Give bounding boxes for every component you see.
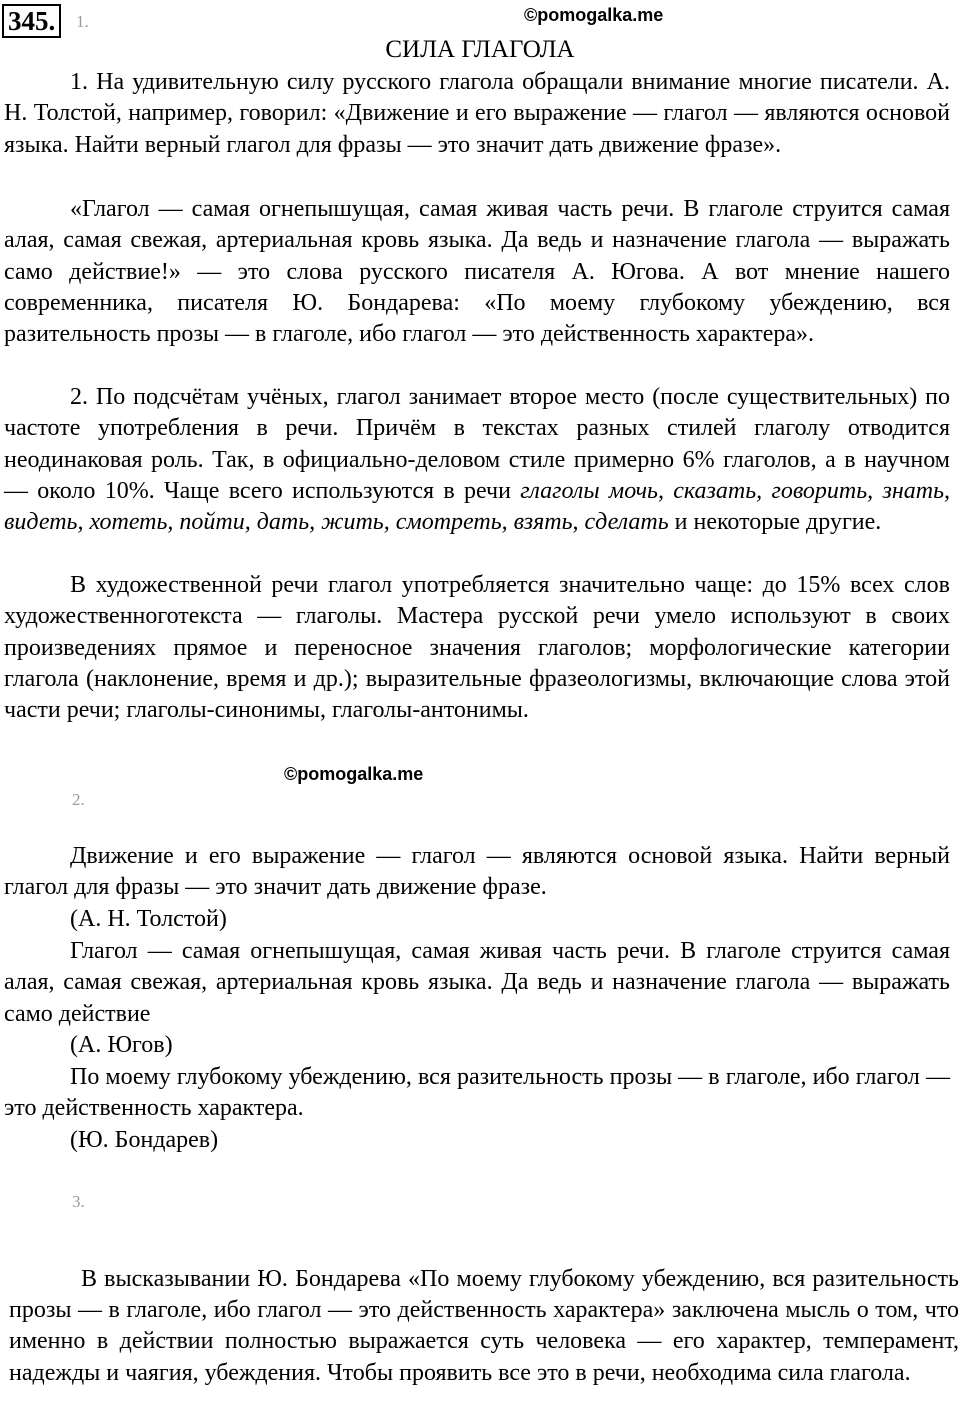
paragraph-3-end: и некоторые другие. (668, 509, 882, 536)
answer-paragraph: В высказывании Ю. Бондарева «По моему глубокому убеждению, вся разительность прозы — в глаголе, ибо глагол — это действенность характера» заключена мысль о том, что именно в действии полностью выражается суть человека — его характер, темперамент, надежды и чаягия, убеждения. Чтобы проявить все это в речи, необходима сила глагола. (9, 1266, 959, 1386)
section-label-3: 3. (72, 1192, 85, 1211)
quote-yugov: Глагол — самая огнепышущая, самая живая часть речи. В глаголе струится самая алая, самая свежая, артериальная кровь языка. Да ведь и назначение глагола — выражать само действие (4, 938, 950, 1027)
paragraph-3 (4, 382, 950, 538)
section-label-2: 2. (72, 790, 85, 809)
exercise-number: 345. (2, 4, 61, 38)
author-bondarev: (Ю. Бондарев) (70, 1127, 219, 1153)
quote-bondarev: По моему глубокому убеждению, вся разительность прозы — в глаголе, ибо глагол — это действенность характера. (4, 1064, 950, 1122)
verb-examples: глаголы мочь, сказать, говорить, знать, видеть, хотеть, пойти, дать, жить, смотреть, взять, сделать (4, 477, 951, 536)
paragraph-3-start: 2. По подсчётам учёных, глагол занимает второе место (после существительных) по частоте употребления в речи. Причём в текстах разных стилей глаголу отводится неодинаковая роль. Так, в официально-деловом стиле примерно 6% глаголов, а в научном — около 10%. Чаще всего используются в речи (4, 384, 950, 504)
text-title: СИЛА ГЛАГОЛА (385, 36, 575, 63)
author-yugov: (А. Югов) (70, 1032, 173, 1058)
watermark-middle: ©pomogalka.me (284, 764, 424, 784)
watermark-top: ©pomogalka.me (524, 5, 664, 25)
quote-tolstoy: Движение и его выражение — глагол — являются основой языка. Найти верный глагол для фразы — это значит дать движение фразе. (4, 843, 950, 901)
paragraph-1: 1. На удивительную силу русского глагола обращали внимание многие писатели. А. Н. Толстой, например, говорил: «Движение и его выражение — глагол — являются основой языка. Найти верный глагол для фразы — это значит дать движение фразе». (4, 69, 950, 158)
paragraph-2: «Глагол — самая огнепышущая, самая живая часть речи. В глаголе струится самая алая, самая свежая, артериальная кровь языка. Да ведь и назначение глагола — выражать само действие!» — это слова русского писателя А. Югова. А вот мнение нашего современника, писателя Ю. Бондарева: «По моему глубокому убеждению, вся разительность прозы — в глаголе, ибо глагол — это действенность характера». (4, 196, 950, 348)
paragraph-4: В художественной речи глагол употребляется значительно чаще: до 15% всех слов художественноготекста — глаголы. Мастера русской речи умело используют в своих произведениях прямое и переносное значения глаголов; морфологические категории глагола (наклонение, время и др.); выразительные фразеологизмы, включающие слова этой части речи; глаголы-синонимы, глаголы-антонимы. (4, 572, 950, 724)
section-label-1: 1. (76, 12, 89, 31)
author-tolstoy: (А. Н. Толстой) (70, 906, 227, 932)
